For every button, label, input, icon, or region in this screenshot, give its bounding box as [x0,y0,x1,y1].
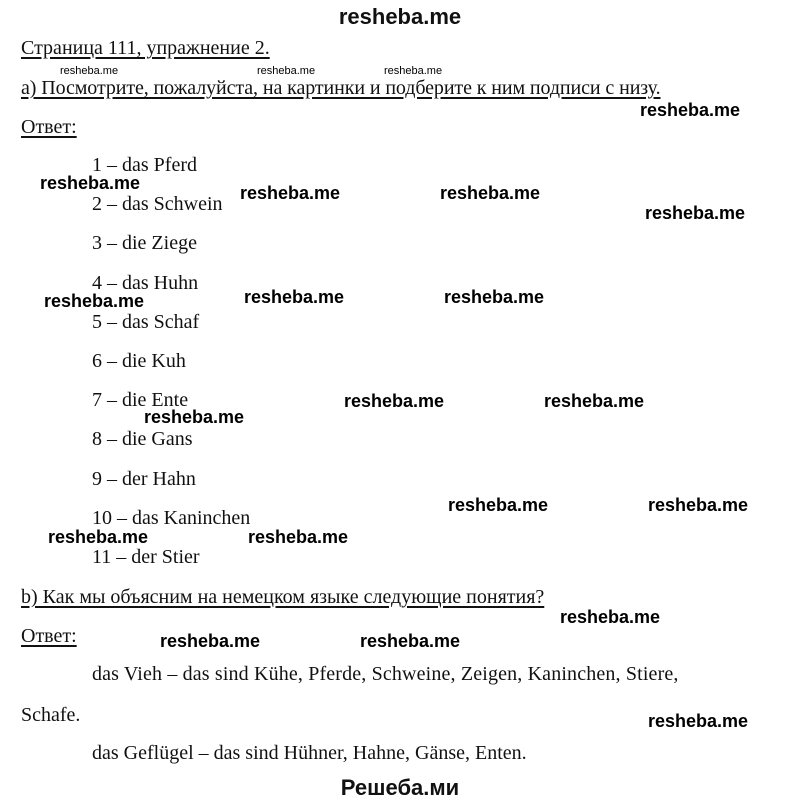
answer-label-a: Ответ: [21,116,77,138]
watermark: resheba.me [144,407,245,427]
watermark: resheba.me [440,183,541,203]
watermark: resheba.me [648,711,749,731]
page-reference: Страница 111, упражнение 2. [21,37,270,59]
watermark: resheba.me [40,173,141,193]
watermark: resheba.me [60,65,119,77]
watermark: resheba.me [244,287,345,307]
definition-vieh-continued: Schafe. [21,704,81,726]
question-b: b) Как мы объясним на немецком языке следующие понятия? [21,586,545,608]
list-item: 7 – die Ente [92,389,189,411]
list-item: 3 – die Ziege [92,232,197,254]
watermark: resheba.me [384,65,443,77]
watermark: resheba.me [448,495,549,515]
watermark: resheba.me [560,607,661,627]
list-item: 1 – das Pferd [92,154,197,176]
watermark: resheba.me [645,203,746,223]
watermark: resheba.me [240,183,341,203]
definition-gefluegel: das Geflügel – das sind Hühner, Hahne, Gänse, Enten. [92,742,527,764]
watermark: resheba.me [344,391,445,411]
watermark: resheba.me [360,631,461,651]
watermark: resheba.me [544,391,645,411]
site-header: resheba.me [338,4,462,29]
watermark: resheba.me [48,527,149,547]
list-item: 6 – die Kuh [92,350,186,372]
definition-vieh: das Vieh – das sind Kühe, Pferde, Schweine, Zeigen, Kaninchen, Stiere, [92,663,679,685]
watermark: resheba.me [160,631,261,651]
list-item: 2 – das Schwein [92,193,223,215]
site-footer: Решеба.ми [340,775,460,800]
watermark: resheba.me [257,65,316,77]
list-item: 8 – die Gans [92,428,193,450]
watermark: resheba.me [648,495,749,515]
watermark: resheba.me [640,100,741,120]
watermark: resheba.me [444,287,545,307]
list-item: 10 – das Kaninchen [92,507,251,529]
list-item: 11 – der Stier [92,546,200,568]
watermark: resheba.me [248,527,349,547]
list-item: 9 – der Hahn [92,468,196,490]
list-item: 5 – das Schaf [92,311,200,333]
list-item: 4 – das Huhn [92,272,199,294]
answer-label-b: Ответ: [21,625,77,647]
watermark: resheba.me [44,291,145,311]
question-a: a) Посмотрите, пожалуйста, на картинки и подберите к ним подписи с низу. [21,77,661,99]
